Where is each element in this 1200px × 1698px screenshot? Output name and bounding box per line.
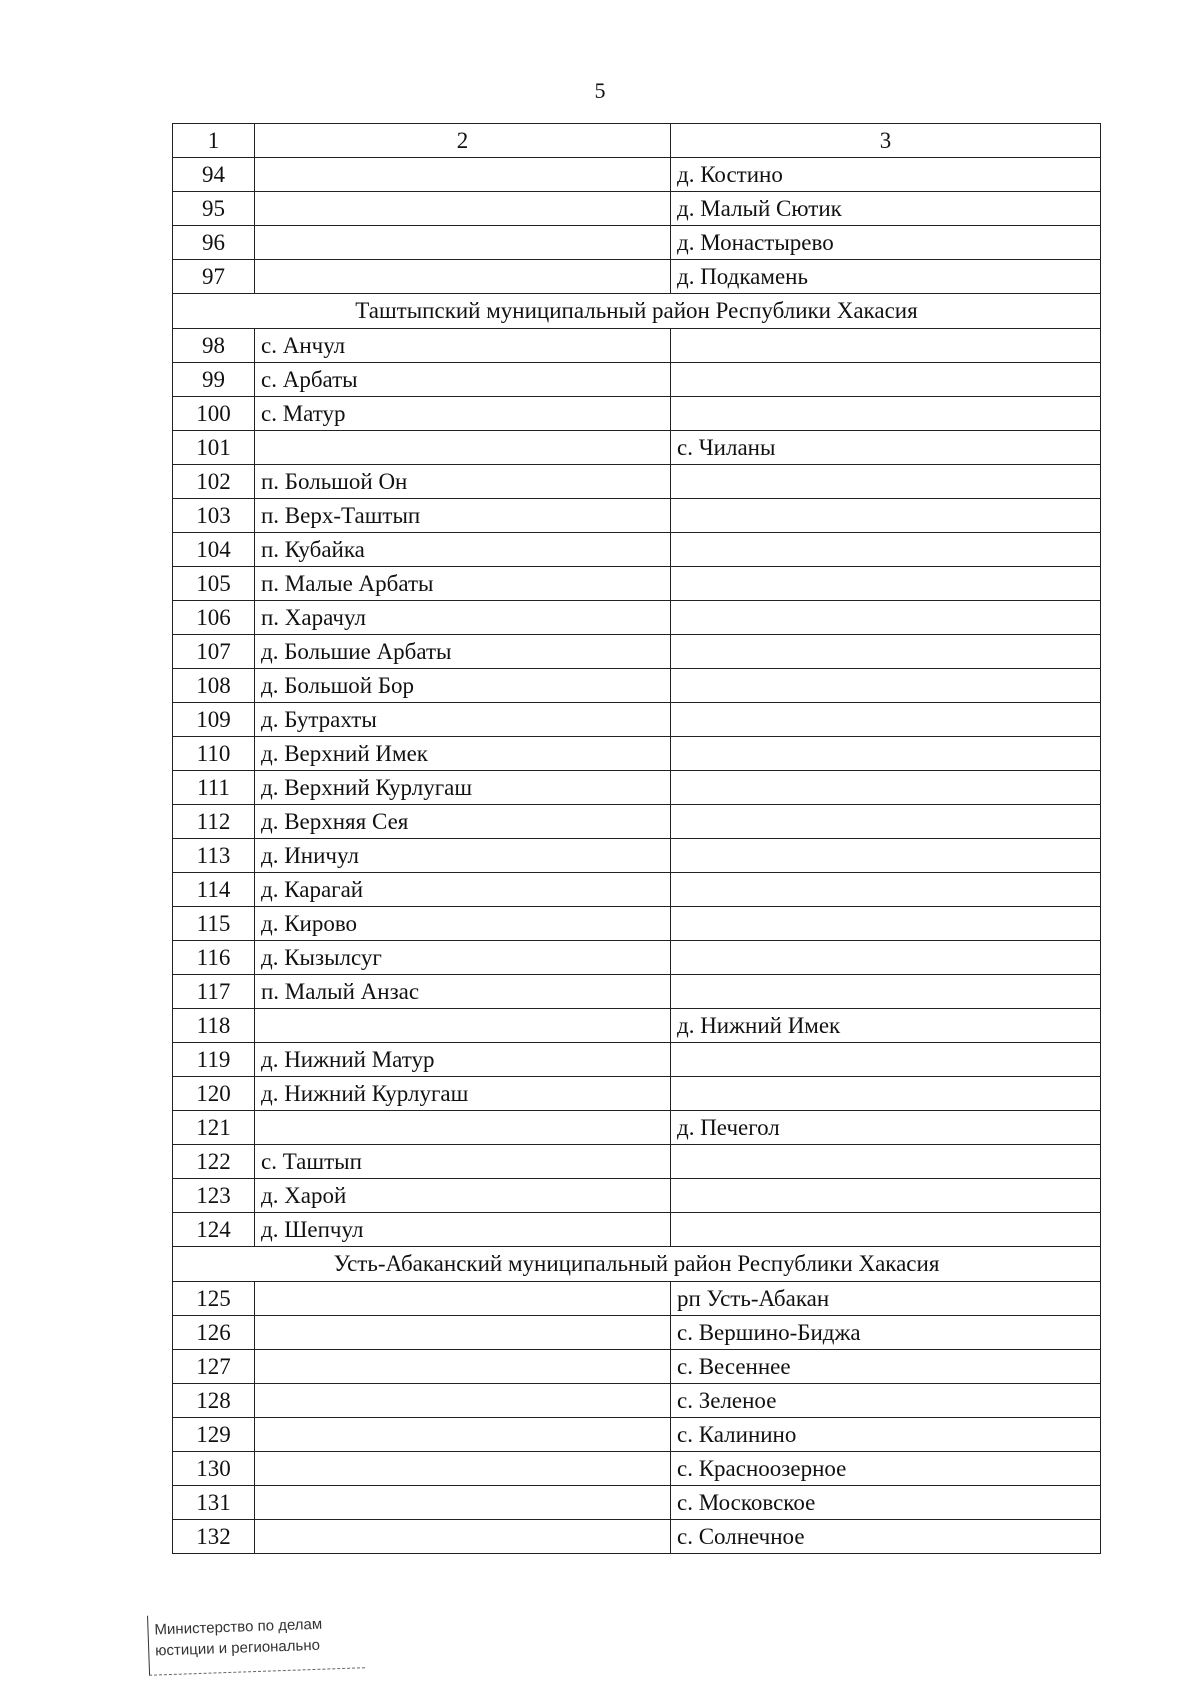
settlement-col-2 <box>255 1384 671 1418</box>
district-title: Таштыпский муниципальный район Республики Хакасия <box>173 294 1101 329</box>
settlement-col-3: с. Московское <box>671 1486 1101 1520</box>
row-number: 131 <box>173 1486 255 1520</box>
settlement-col-2: д. Верхний Имек <box>255 737 671 771</box>
row-number: 102 <box>173 465 255 499</box>
district-section-row <box>173 1247 1101 1282</box>
settlement-col-3: с. Солнечное <box>671 1520 1101 1554</box>
settlement-col-2 <box>255 1350 671 1384</box>
table-row <box>173 226 1101 260</box>
row-number: 114 <box>173 873 255 907</box>
table-row <box>173 499 1101 533</box>
row-number: 118 <box>173 1009 255 1043</box>
row-number: 108 <box>173 669 255 703</box>
settlement-col-2 <box>255 1316 671 1350</box>
settlement-col-3 <box>671 703 1101 737</box>
settlement-col-3: с. Калинино <box>671 1418 1101 1452</box>
row-number: 94 <box>173 158 255 192</box>
row-number: 99 <box>173 363 255 397</box>
settlement-col-3: рп Усть-Абакан <box>671 1282 1101 1316</box>
settlement-col-3 <box>671 1043 1101 1077</box>
row-number: 120 <box>173 1077 255 1111</box>
stamp-line-1: Министерство по делам <box>154 1615 323 1639</box>
settlements-table <box>172 123 1101 1554</box>
table-row <box>173 771 1101 805</box>
table-row <box>173 941 1101 975</box>
table-row <box>173 1452 1101 1486</box>
row-number: 129 <box>173 1418 255 1452</box>
row-number: 116 <box>173 941 255 975</box>
district-title: Усть-Абаканский муниципальный район Республики Хакасия <box>173 1247 1101 1282</box>
row-number: 110 <box>173 737 255 771</box>
settlement-col-3 <box>671 329 1101 363</box>
settlement-col-2: п. Верх-Таштып <box>255 499 671 533</box>
table-row <box>173 1282 1101 1316</box>
settlement-col-2: п. Малый Анзас <box>255 975 671 1009</box>
row-number: 112 <box>173 805 255 839</box>
table-row <box>173 567 1101 601</box>
settlement-col-3 <box>671 873 1101 907</box>
settlement-col-2: д. Нижний Курлугаш <box>255 1077 671 1111</box>
settlement-col-3 <box>671 941 1101 975</box>
page-number: 5 <box>594 78 606 103</box>
table-row <box>173 1520 1101 1554</box>
settlement-col-2 <box>255 1452 671 1486</box>
settlement-col-2 <box>255 1418 671 1452</box>
table-row <box>173 669 1101 703</box>
row-number: 125 <box>173 1282 255 1316</box>
table-row <box>173 1418 1101 1452</box>
header-col-1: 1 <box>173 124 255 158</box>
settlement-col-2: с. Анчул <box>255 329 671 363</box>
row-number: 130 <box>173 1452 255 1486</box>
settlement-col-3 <box>671 635 1101 669</box>
row-number: 121 <box>173 1111 255 1145</box>
settlement-col-2: п. Малые Арбаты <box>255 567 671 601</box>
settlement-col-2: п. Большой Он <box>255 465 671 499</box>
table-row <box>173 363 1101 397</box>
settlement-col-2: д. Большие Арбаты <box>255 635 671 669</box>
settlement-col-3: д. Печегол <box>671 1111 1101 1145</box>
row-number: 122 <box>173 1145 255 1179</box>
table-row <box>173 839 1101 873</box>
row-number: 119 <box>173 1043 255 1077</box>
table-row <box>173 703 1101 737</box>
settlement-col-3 <box>671 669 1101 703</box>
settlement-col-3 <box>671 1077 1101 1111</box>
table-row <box>173 465 1101 499</box>
row-number: 101 <box>173 431 255 465</box>
header-col-3: 3 <box>671 124 1101 158</box>
settlement-col-2: д. Харой <box>255 1179 671 1213</box>
settlement-col-2 <box>255 226 671 260</box>
settlement-col-3: д. Нижний Имек <box>671 1009 1101 1043</box>
table-row <box>173 873 1101 907</box>
table-row <box>173 329 1101 363</box>
district-section-row <box>173 294 1101 329</box>
settlement-col-3 <box>671 737 1101 771</box>
row-number: 97 <box>173 260 255 294</box>
table-row <box>173 737 1101 771</box>
settlement-col-3 <box>671 839 1101 873</box>
row-number: 128 <box>173 1384 255 1418</box>
settlement-col-2: д. Большой Бор <box>255 669 671 703</box>
table-row <box>173 1009 1101 1043</box>
row-number: 98 <box>173 329 255 363</box>
settlement-col-2: с. Таштып <box>255 1145 671 1179</box>
row-number: 109 <box>173 703 255 737</box>
settlement-col-3: с. Вершино-Биджа <box>671 1316 1101 1350</box>
settlement-col-2: п. Кубайка <box>255 533 671 567</box>
settlement-col-2 <box>255 1111 671 1145</box>
settlement-col-3: с. Зеленое <box>671 1384 1101 1418</box>
settlement-col-3 <box>671 601 1101 635</box>
settlement-col-2: д. Карагай <box>255 873 671 907</box>
row-number: 104 <box>173 533 255 567</box>
settlement-col-3 <box>671 397 1101 431</box>
table-row <box>173 1316 1101 1350</box>
table-row <box>173 1111 1101 1145</box>
table-row <box>173 601 1101 635</box>
table-row <box>173 158 1101 192</box>
row-number: 117 <box>173 975 255 1009</box>
settlement-col-3 <box>671 975 1101 1009</box>
settlement-col-2: с. Матур <box>255 397 671 431</box>
row-number: 132 <box>173 1520 255 1554</box>
settlement-col-3 <box>671 771 1101 805</box>
stamp-line-2: юстиции и регионально <box>154 1636 321 1660</box>
settlement-col-2 <box>255 158 671 192</box>
row-number: 96 <box>173 226 255 260</box>
settlement-col-2: д. Верхняя Сея <box>255 805 671 839</box>
table-row <box>173 1043 1101 1077</box>
table-row <box>173 805 1101 839</box>
settlement-col-2 <box>255 1486 671 1520</box>
row-number: 124 <box>173 1213 255 1247</box>
settlement-col-3: д. Костино <box>671 158 1101 192</box>
settlement-col-3 <box>671 567 1101 601</box>
settlement-col-3 <box>671 465 1101 499</box>
table-header-row <box>173 124 1101 158</box>
table-row <box>173 1486 1101 1520</box>
table-row <box>173 1384 1101 1418</box>
settlement-col-2 <box>255 260 671 294</box>
settlement-col-3: д. Подкамень <box>671 260 1101 294</box>
table-row <box>173 1077 1101 1111</box>
row-number: 100 <box>173 397 255 431</box>
row-number: 106 <box>173 601 255 635</box>
settlement-col-2 <box>255 192 671 226</box>
ministry-stamp <box>147 1608 365 1676</box>
settlement-col-2: д. Верхний Курлугаш <box>255 771 671 805</box>
table-row <box>173 635 1101 669</box>
row-number: 105 <box>173 567 255 601</box>
settlement-col-2 <box>255 1282 671 1316</box>
row-number: 113 <box>173 839 255 873</box>
row-number: 127 <box>173 1350 255 1384</box>
settlement-col-2: д. Иничул <box>255 839 671 873</box>
settlement-col-3: с. Чиланы <box>671 431 1101 465</box>
row-number: 115 <box>173 907 255 941</box>
settlement-col-3 <box>671 1179 1101 1213</box>
settlement-col-2 <box>255 431 671 465</box>
table-row <box>173 1350 1101 1384</box>
table-row <box>173 1213 1101 1247</box>
table-row <box>173 192 1101 226</box>
table-body <box>173 124 1101 1554</box>
settlement-col-3 <box>671 363 1101 397</box>
row-number: 107 <box>173 635 255 669</box>
settlement-col-2: д. Кирово <box>255 907 671 941</box>
settlement-col-3 <box>671 1145 1101 1179</box>
table-row <box>173 397 1101 431</box>
row-number: 126 <box>173 1316 255 1350</box>
row-number: 95 <box>173 192 255 226</box>
settlement-col-2 <box>255 1520 671 1554</box>
settlement-col-3 <box>671 499 1101 533</box>
table-row <box>173 260 1101 294</box>
table-row <box>173 907 1101 941</box>
table-row <box>173 431 1101 465</box>
settlement-col-2: д. Кызылсуг <box>255 941 671 975</box>
settlement-col-2: д. Нижний Матур <box>255 1043 671 1077</box>
settlement-col-2: п. Харачул <box>255 601 671 635</box>
header-col-2: 2 <box>255 124 671 158</box>
table-row <box>173 1145 1101 1179</box>
settlement-col-3 <box>671 1213 1101 1247</box>
row-number: 123 <box>173 1179 255 1213</box>
settlement-col-3 <box>671 805 1101 839</box>
settlement-col-2: д. Шепчул <box>255 1213 671 1247</box>
settlement-col-3: д. Монастырево <box>671 226 1101 260</box>
settlement-col-3: д. Малый Сютик <box>671 192 1101 226</box>
settlement-col-3: с. Весеннее <box>671 1350 1101 1384</box>
settlement-col-2: с. Арбаты <box>255 363 671 397</box>
row-number: 103 <box>173 499 255 533</box>
settlement-col-3 <box>671 533 1101 567</box>
settlement-col-2 <box>255 1009 671 1043</box>
table-row <box>173 533 1101 567</box>
row-number: 111 <box>173 771 255 805</box>
table-row <box>173 1179 1101 1213</box>
settlement-col-3 <box>671 907 1101 941</box>
table-row <box>173 975 1101 1009</box>
settlement-col-2: д. Бутрахты <box>255 703 671 737</box>
settlement-col-3: с. Красноозерное <box>671 1452 1101 1486</box>
